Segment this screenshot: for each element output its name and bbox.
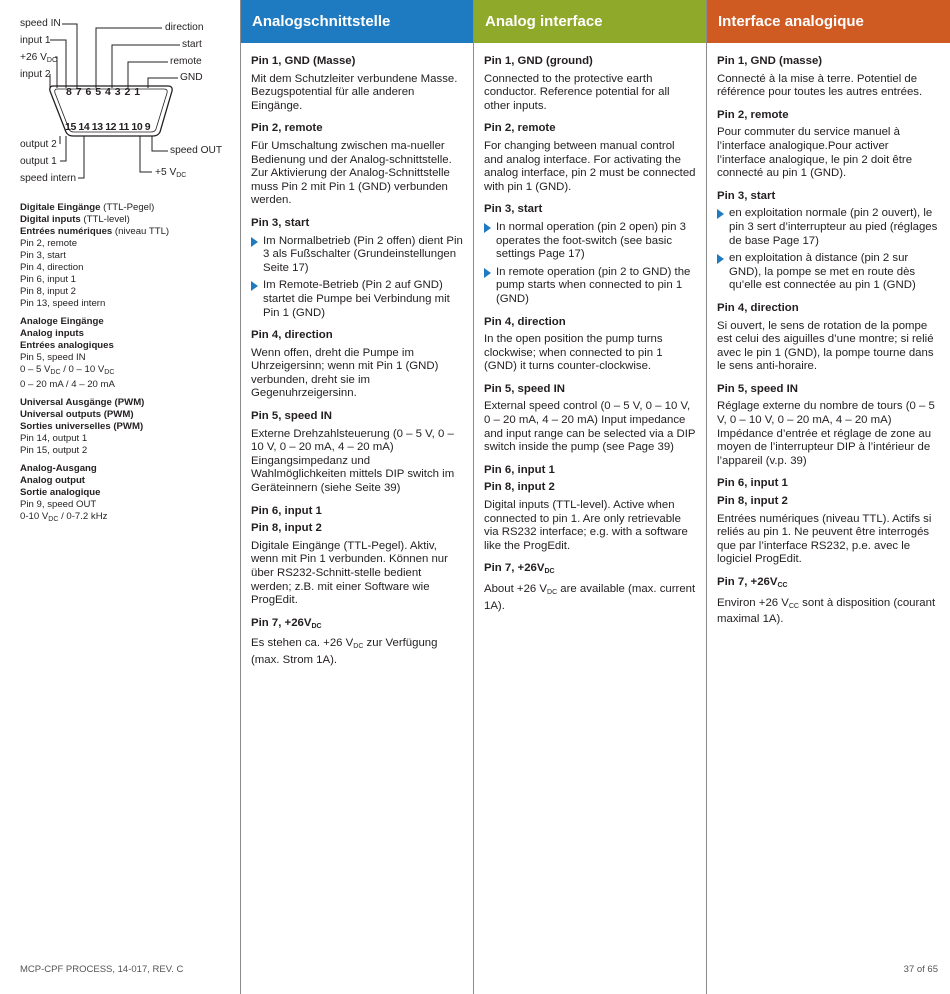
label-start: start [182, 39, 202, 50]
legend-line: Pin 8, input 2 [20, 286, 77, 297]
legend-line: Analog-Ausgang [20, 463, 97, 474]
legend-group [20, 463, 235, 526]
legend-line: Pin 5, speed IN [20, 352, 86, 363]
pin-description: Pour commuter du service manuel à l’interface analogique.Pour activer l’interface analogique, le pin 2 doit être connecté au pin 1 (GND). [717, 126, 913, 180]
pin-heading: Pin 7, $+26V_{CC}$ [717, 576, 788, 589]
arrow-bullet-icon [251, 237, 258, 247]
legend-line: Pin 6, input 1 [20, 274, 77, 285]
pin-section [484, 383, 696, 455]
legend-line: Pin 3, start [20, 250, 66, 261]
column-title: Analog interface [474, 0, 706, 43]
legend-line: Pin 15, output 2 [20, 445, 88, 456]
page-number: 37 of 65 [903, 964, 938, 975]
pin-heading: Pin 8, input 2 [717, 495, 788, 508]
pin-section [251, 55, 463, 113]
pin-section [717, 477, 940, 567]
legend-line: 0 – 20 mA / 4 – 20 mA [20, 379, 115, 390]
label-speed-in: speed IN [20, 18, 61, 29]
label-remote: remote [170, 56, 202, 67]
pin-legend [20, 202, 235, 532]
pin-heading: Pin 5, speed IN [484, 382, 566, 395]
pin-description: Es stehen ca. +26 $V_{DC}$ zur Verfügung (max. Strom 1A). [251, 637, 438, 666]
arrow-bullet-icon [717, 209, 724, 219]
pin-section [251, 122, 463, 208]
pin-section [251, 505, 463, 608]
pin-description: About +26 $V_{DC}$ are available (max. current 1A). [484, 583, 696, 612]
arrow-bullet-icon [484, 223, 491, 233]
pin-description: Connected to the protective earth conductor. Reference potential for all other inputs. [484, 72, 670, 112]
pin-description: Environ +26 $V_{CC}$ sont à disposition (courant maximal 1A). [717, 596, 936, 626]
legend-line: Universal Ausgänge (PWM) [20, 397, 145, 408]
pin-section [717, 576, 940, 627]
pin-bullet: en exploitation à distance (pin 2 sur GND), la pompe se met en route dès qu’elle est connectée au pin 1 (GND) [717, 252, 940, 293]
legend-line: Analog output [20, 475, 86, 486]
arrow-bullet-icon [717, 254, 724, 264]
pin-section [717, 55, 940, 100]
legend-line: Sortie analogique [20, 487, 101, 498]
column-body [241, 43, 473, 668]
pin-section [717, 383, 940, 469]
connector-drawing [0, 0, 241, 200]
pin-heading: Pin 3, start [251, 216, 310, 229]
label-gnd: GND [180, 72, 203, 83]
label-26v: +26 $V_{DC}$ [20, 52, 58, 64]
column-title: Interface analogique [707, 0, 950, 43]
label-input-1: input 1 [20, 35, 51, 46]
label-5v: +5 $V_{DC}$ [155, 167, 187, 179]
sidebar [0, 0, 241, 994]
legend-line: Entrées analogiques [20, 340, 114, 351]
legend-line: Analoge Eingänge [20, 316, 104, 327]
pin-section [717, 109, 940, 181]
pin-description: Mit dem Schutzleiter verbundene Masse. Bezugspotential für alle anderen Eingänge. [251, 72, 458, 112]
top-pin-numbers: 8 7 6 5 4 3 2 1 [66, 86, 141, 98]
pin-bullet: In remote operation (pin 2 to GND) the pump starts when connected to pin 1 (GND) [484, 266, 696, 307]
column-german [241, 0, 474, 994]
pin-description: Connecté à la mise à terre. Potentiel de référence pour toutes les autres entrées. [717, 72, 923, 99]
legend-line: Analog inputs [20, 328, 84, 339]
arrow-bullet-icon [251, 281, 258, 291]
bottom-pin-numbers: 15 14 13 12 11 10 9 [65, 121, 151, 133]
pin-heading: Pin 6, input 1 [251, 504, 322, 517]
pin-heading: Pin 1, GND (ground) [484, 55, 593, 67]
pin-heading: Pin 4, direction [484, 315, 566, 328]
legend-group [20, 397, 235, 457]
document-id: MCP-CPF PROCESS, 14-017, REV. C [20, 964, 184, 975]
connector-diagram [0, 0, 241, 200]
pin-bullet: en exploitation normale (pin 2 ouvert), le pin 3 sert d’interrupteur au pied (réglages de base Page 17) [717, 207, 940, 248]
pin-section [251, 617, 463, 668]
pin-heading: Pin 8, input 2 [251, 522, 322, 535]
pin-heading: Pin 2, remote [717, 108, 789, 121]
pin-heading: Pin 6, input 1 [717, 477, 788, 490]
legend-line: Pin 13, speed intern [20, 298, 106, 309]
pin-section [484, 464, 696, 554]
pin-section [251, 217, 463, 320]
label-speed-out: speed OUT [170, 145, 223, 156]
pin-section [251, 329, 463, 401]
column-title: Analogschnittstelle [241, 0, 473, 43]
pin-heading: Pin 8, input 2 [484, 481, 555, 494]
pin-heading: Pin 2, remote [251, 122, 323, 135]
pin-heading: Pin 1, GND (Masse) [251, 55, 356, 67]
legend-group [20, 202, 235, 310]
label-speed-intern: speed intern [20, 173, 77, 184]
pin-heading: Pin 3, start [717, 189, 776, 202]
pin-description: Für Umschaltung zwischen ma-nueller Bedienung und der Analog-schnittstelle. Zur Aktivierung der Analog-Schnittstelle muss Pin 2 mit Pin 1 (GND) verbunden werden. [251, 139, 452, 207]
pin-description: Digitale Eingänge (TTL-Pegel). Aktiv, wenn mit Pin 1 verbunden. Können nur über RS232-Schnitt-stelle bedient werden; z.B. mit einer Software wie ProgEdit. [251, 539, 448, 607]
legend-line: Pin 9, speed OUT [20, 499, 97, 510]
column-body [474, 43, 706, 613]
legend-line: Sorties universelles (PWM) [20, 421, 144, 432]
pin-description: Externe Drehzahlsteuerung (0 – 5 V, 0 – 10 V, 0 – 20 mA, 4 – 20 mA) Eingangsimpedanz und Wahlmöglichkeiten mittels DIP switch im Geräteinnern (siehe Seite 39) [251, 427, 455, 495]
pin-description: Entrées numériques (niveau TTL). Actifs si reliés au pin 1. Ne peuvent être interrogés que par l’interface RS232, p.e. avec le logiciel ProgEdit. [717, 512, 932, 566]
pin-description: For changing between manual control and analog interface. For activating the analog interface, pin 2 must be connected with pin 1 (GND). [484, 139, 696, 193]
pin-section [484, 316, 696, 374]
pin-bullet: In normal operation (pin 2 open) pin 3 operates the foot-switch (see basic settings Page 17) [484, 221, 696, 262]
pin-section [717, 190, 940, 293]
legend-line: Entrées numériques (niveau TTL) [20, 226, 170, 237]
pin-heading: Pin 7, $+26V_{DC}$ [251, 616, 322, 630]
pin-section [484, 122, 696, 194]
pin-bullet: Im Remote-Betrieb (Pin 2 auf GND) startet die Pumpe bei Verbindung mit Pin 1 (GND) [251, 279, 463, 320]
pin-description: Réglage externe du nombre de tours (0 – 5 V, 0 – 10 V, 0 – 20 mA, 4 – 20 mA) Impédance d’entrée et réglage de zone au moyen de l’interrupteur DIP à l’intérieur de l’appareil (v.p. 39) [717, 400, 935, 467]
legend-group [20, 316, 235, 391]
pin-heading: Pin 5, speed IN [251, 410, 333, 423]
pin-section [717, 302, 940, 374]
legend-line: Pin 14, output 1 [20, 433, 88, 444]
legend-line: Digital inputs (TTL-level) [20, 214, 130, 225]
pin-heading: Pin 2, remote [484, 122, 556, 135]
legend-line: Pin 2, remote [20, 238, 78, 249]
pin-heading: Pin 5, speed IN [717, 382, 799, 395]
pin-description: Digital inputs (TTL-level). Active when connected to pin 1. Are only retrievable via RS232 interface; e.g. with a software like the ProgEdit. [484, 499, 688, 552]
arrow-bullet-icon [484, 268, 491, 278]
label-output-1: output 1 [20, 156, 57, 167]
legend-line: Universal outputs (PWM) [20, 409, 134, 420]
pin-heading: Pin 4, direction [717, 301, 799, 314]
pin-heading: Pin 7, $+26V_{DC}$ [484, 562, 555, 576]
pin-heading: Pin 1, GND (masse) [717, 55, 823, 67]
pin-section [251, 410, 463, 496]
pin-bullet: Im Normalbetrieb (Pin 2 offen) dient Pin 3 als Fußschalter (Grundeinstellungen Seite 17) [251, 235, 463, 276]
label-input-2: input 2 [20, 69, 51, 80]
column-body [707, 43, 950, 627]
pin-description: In the open position the pump turns clockwise; when connected to pin 1 (GND) it turns counter-clockwise. [484, 333, 663, 373]
pin-section [484, 203, 696, 306]
pin-heading: Pin 4, direction [251, 329, 333, 342]
label-direction: direction [165, 22, 204, 33]
pin-description: External speed control (0 – 5 V, 0 – 10 V, 0 – 20 mA, 4 – 20 mA) Input impedance and input range can be selected via a DIP switch inside the pump (see Page 39) [484, 400, 696, 454]
legend-line: 0 – 5 $V_{DC} / 0 - 10$ $V_{DC}$ [20, 364, 115, 376]
column-english [474, 0, 707, 994]
legend-line: Digitale Eingänge (TTL-Pegel) [20, 202, 155, 213]
pin-description: Si ouvert, le sens de rotation de la pompe est celui des aiguilles d’une montre; si relié avec le pin 1 (GND), la pompe tourne dans le sens anti-horaire. [717, 319, 934, 373]
pin-heading: Pin 3, start [484, 203, 543, 216]
pin-description: Wenn offen, dreht die Pumpe im Uhrzeigersinn; wenn mit Pin 1 (GND) verbunden, dreht sie im Gegenuhrzeigersinn. [251, 346, 439, 400]
label-output-2: output 2 [20, 139, 57, 150]
pin-section [484, 55, 696, 113]
pin-section [484, 562, 696, 613]
pin-heading: Pin 6, input 1 [484, 463, 555, 476]
legend-line: 0-10 $V_{DC} / 0-7.2$ kHz [20, 511, 108, 523]
column-french [707, 0, 950, 994]
legend-line: Pin 4, direction [20, 262, 84, 273]
